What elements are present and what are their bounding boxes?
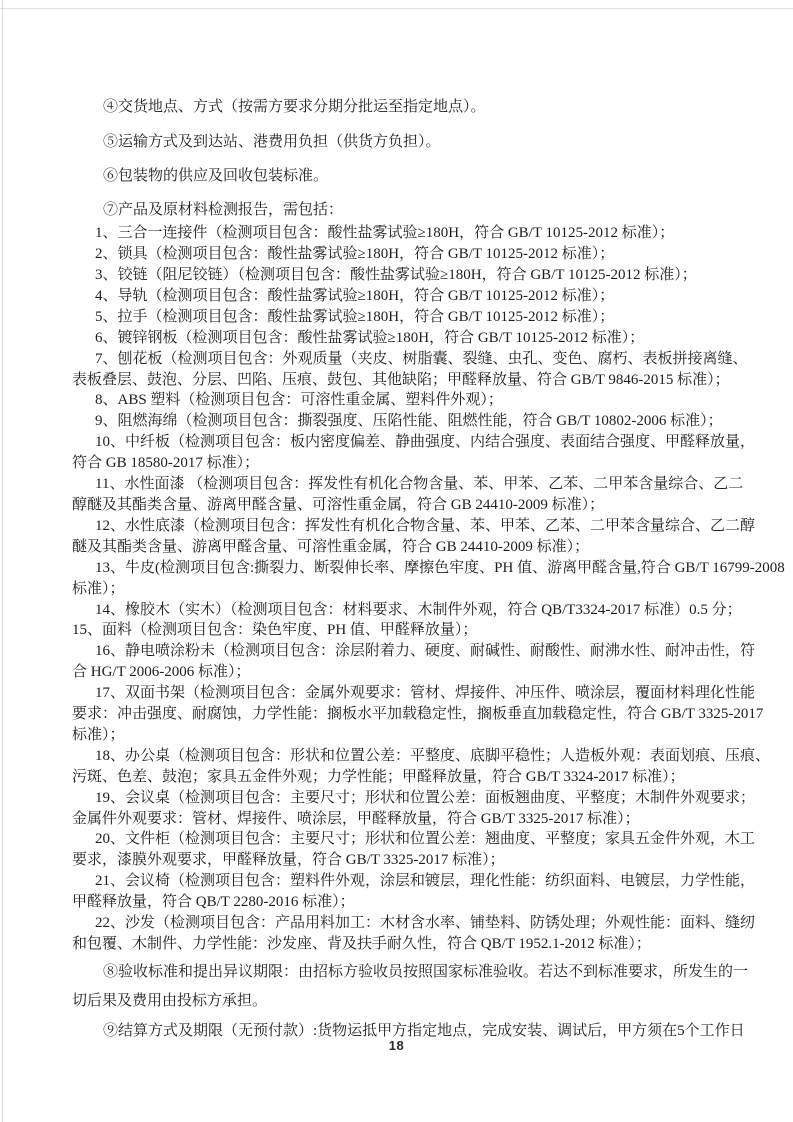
doc-text-line: 17、双面书架（检测项目包含：金属外观要求：管材、焊接件、冲压件、喷涂层，覆面材料理化性能 xyxy=(95,685,756,702)
doc-text-line: 5、拉手（检测项目包含：酸性盐雾试验≥180H，符合 GB/T 10125-2012 标准）； xyxy=(95,308,615,325)
doc-text-line: 13、牛皮(检测项目包含:撕裂力、断裂伸长率、摩擦色牢度、PH 值、游离甲醛含量,符合 GB/T 16799-2008 xyxy=(95,559,785,576)
doc-text-line: 3、铰链（阻尼铰链）（检测项目包含：酸性盐雾试验≥180H，符合 GB/T 10125-2012 标准）； xyxy=(95,267,697,283)
doc-text-line: 7、刨花板（检测项目包含：外观质量（夹皮、树脂囊、裂缝、虫孔、变色、腐朽、表板拼接离缝、 xyxy=(95,350,748,367)
doc-text-line: 11、水性面漆 （检测项目包含：挥发性有机化合物含量、苯、甲苯、乙苯、二甲苯含量综合、乙二 xyxy=(95,476,744,493)
doc-text-line: 18、办公桌（检测项目包含：形状和位置公差：平整度、底脚平稳性；人造板外观：表面划痕、压痕、 xyxy=(95,747,771,764)
doc-text-line: 标准）； xyxy=(72,726,125,743)
doc-text-line: ④交货地点、方式（按需方要求分期分批运至指定地点）。 xyxy=(103,99,486,116)
doc-text-line: 12、水性底漆（检测项目包含：挥发性有机化合物含量、苯、甲苯、乙苯、二甲苯含量综合、乙二醇 xyxy=(95,517,756,534)
doc-text-line: ⑤运输方式及到达站、港费用负担（供货方负担）。 xyxy=(103,133,441,150)
doc-text-line: 14、橡胶木（实木）（检测项目包含：材料要求、木制件外观，符合 QB/T3324-2017 标准）0.5 分； xyxy=(95,601,742,618)
doc-text-line: 标准）； xyxy=(72,580,125,597)
doc-text-line: ⑥包装物的供应及回收包装标准。 xyxy=(103,167,329,184)
doc-text-line: 8、ABS 塑料（检测项目包含：可溶性重金属、塑料件外观）； xyxy=(95,392,503,409)
doc-text-line: 1、三合一连接件（检测项目包含：酸性盐雾试验≥180H，符合 GB/T 10125-2012 标准）； xyxy=(95,225,675,242)
doc-text-line: 10、中纤板（检测项目包含：板内密度偏差、静曲强度、内结合强度、表面结合强度、甲醛释放量， xyxy=(95,434,756,451)
doc-text-line: 和包覆、木制件、力学性能：沙发座、背及扶手耐久性，符合 QB/T 1952.1-2012 标准）； xyxy=(72,936,651,952)
doc-text-line: 21、会议椅（检测项目包含：塑料件外观，涂层和镀层，理化性能：纺织面料、电镀层，力学性能， xyxy=(95,873,756,890)
page-number: 18 xyxy=(388,1038,405,1053)
doc-text-line: 甲醛释放量，符合 QB/T 2280-2016 标准）； xyxy=(72,894,355,911)
page-top-edge-line xyxy=(0,8,793,9)
doc-text-line: 2、锁具（检测项目包含：酸性盐雾试验≥180H，符合 GB/T 10125-2012 标准）； xyxy=(95,246,615,263)
doc-text-line: 醇醚及其酯类含量、游离甲醛含量、可溶性重金属，符合 GB 24410-2009 标准）； xyxy=(72,496,605,513)
page-left-edge-line xyxy=(2,0,3,1122)
doc-text-line: 6、镀锌钢板（检测项目包含：酸性盐雾试验≥180H，符合 GB/T 10125-2012 标准）； xyxy=(95,329,645,346)
doc-text-line: 15、面料（检测项目包含：染色牢度、PH 值、甲醛释放量）； xyxy=(72,622,478,639)
doc-text-line: 20、文件柜（检测项目包含：主要尺寸；形状和位置公差：翘曲度、平整度；家具五金件外观，木工 xyxy=(95,831,756,848)
doc-text-line: 要求，漆膜外观要求，甲醛释放量，符合 GB/T 3325-2017 标准）； xyxy=(72,852,505,869)
doc-text-line: ⑨结算方式及期限（无预付款）:货物运抵甲方指定地点，完成安装、调试后，甲方须在5个工作日 xyxy=(103,1022,745,1039)
doc-text-line: 9、阻燃海绵（检测项目包含：撕裂强度、压陷性能、阻燃性能，符合 GB/T 10802-2006 标准）； xyxy=(95,413,723,430)
doc-text-line: 符合 GB 18580-2017 标准）； xyxy=(72,455,260,472)
doc-text-line: 金属件外观要求：管材、焊接件、喷涂层，甲醛释放量，符合 GB/T 3325-2017 标准）； xyxy=(72,810,640,827)
doc-text-line: 22、沙发（检测项目包含：产品用料加工：木材含水率、铺垫料、防锈处理；外观性能：面料、缝纫 xyxy=(95,915,756,932)
doc-text-line: 污斑、色差、鼓泡；家具五金件外观；力学性能；甲醛释放量，符合 GB/T 3324-2017 标准）； xyxy=(72,768,685,785)
doc-text-line: 合 HG/T 2006-2006 标准）； xyxy=(72,664,251,681)
doc-text-line: ⑧验收标准和提出异议期限：由招标方验收员按照国家标准验收。若达不到标准要求，所发生的一 xyxy=(103,963,749,980)
doc-text-line: 19、会议桌（检测项目包含：主要尺寸；形状和位置公差：面板翘曲度、平整度；木制件外观要求； xyxy=(95,789,756,806)
doc-text-line: 切后果及费用由投标方承担。 xyxy=(72,993,268,1010)
doc-text-line: 4、导轨（检测项目包含：酸性盐雾试验≥180H，符合 GB/T 10125-2012 标准）； xyxy=(95,287,615,304)
doc-text-line: 醚及其酯类含量、游离甲醛含量、可溶性重金属，符合 GB 24410-2009 标准）； xyxy=(72,538,590,555)
doc-text-line: 表板叠层、鼓泡、分层、凹陷、压痕、鼓包、其他缺陷；甲醛释放量、符合 GB/T 9846-2015 标准）； xyxy=(72,371,730,388)
doc-text-line: 16、静电喷涂粉未（检测项目包含：涂层附着力、硬度、耐碱性、耐酸性、耐沸水性、耐冲击性，符 xyxy=(95,643,756,660)
doc-text-line: 要求：冲击强度、耐腐蚀，力学性能：搁板水平加载稳定性，搁板垂直加载稳定性，符合 GB/T 3325-2017 xyxy=(72,706,764,723)
doc-text-line: ⑦产品及原材料检测报告，需包括： xyxy=(103,202,344,219)
document-body xyxy=(72,84,785,1046)
